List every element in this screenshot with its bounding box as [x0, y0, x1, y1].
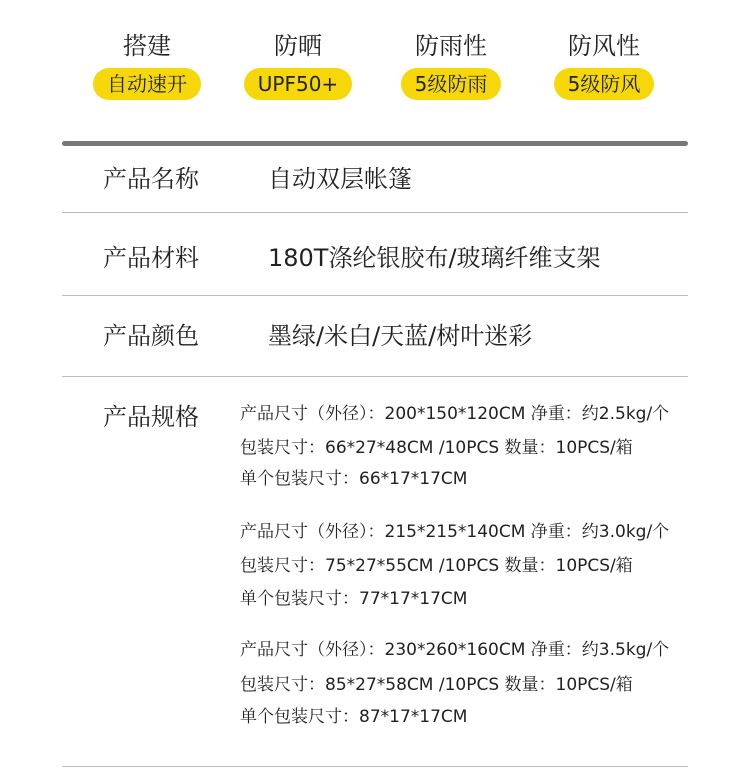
feature-badge: 自动速开	[93, 68, 201, 100]
feature-strip	[0, 28, 750, 108]
section-divider	[62, 141, 688, 146]
row-divider	[62, 212, 688, 213]
feature-badge: 5级防风	[554, 68, 655, 100]
row-value-color: 墨绿/米白/天蓝/树叶迷彩	[268, 322, 533, 350]
feature-rainproof	[376, 28, 526, 100]
feature-badge: UPF50+	[244, 68, 352, 100]
row-divider	[62, 766, 688, 767]
row-value-name: 自动双层帐篷	[268, 165, 412, 193]
spec-package-line: 包装尺寸：66*27*48CM /10PCS 数量：10PCS/箱	[240, 438, 633, 458]
feature-title: 防雨性	[415, 32, 487, 60]
feature-setup	[72, 28, 222, 100]
row-value-material: 180T涤纶银胶布/玻璃纤维支架	[268, 244, 601, 272]
feature-title: 搭建	[123, 32, 171, 60]
spec-single-line: 单个包装尺寸：87*17*17CM	[240, 707, 468, 727]
spec-single-line: 单个包装尺寸：77*17*17CM	[240, 589, 468, 609]
row-label-name: 产品名称	[103, 165, 199, 193]
row-label-material: 产品材料	[103, 244, 199, 272]
row-divider	[62, 295, 688, 296]
spec-package-line: 包装尺寸：75*27*55CM /10PCS 数量：10PCS/箱	[240, 556, 633, 576]
feature-badge: 5级防雨	[401, 68, 502, 100]
row-label-color: 产品颜色	[103, 322, 199, 350]
feature-sun-protection	[223, 28, 373, 100]
spec-single-line: 单个包装尺寸：66*17*17CM	[240, 469, 468, 489]
feature-title: 防风性	[568, 32, 640, 60]
feature-windproof	[529, 28, 679, 100]
spec-size-line: 产品尺寸（外径）：215*215*140CM 净重：约3.0kg/个	[240, 522, 670, 542]
feature-title: 防晒	[274, 32, 322, 60]
spec-size-line: 产品尺寸（外径）：200*150*120CM 净重：约2.5kg/个	[240, 404, 670, 424]
row-divider	[62, 376, 688, 377]
spec-size-line: 产品尺寸（外径）：230*260*160CM 净重：约3.5kg/个	[240, 640, 670, 660]
spec-package-line: 包装尺寸：85*27*58CM /10PCS 数量：10PCS/箱	[240, 675, 633, 695]
row-label-spec: 产品规格	[103, 403, 199, 431]
